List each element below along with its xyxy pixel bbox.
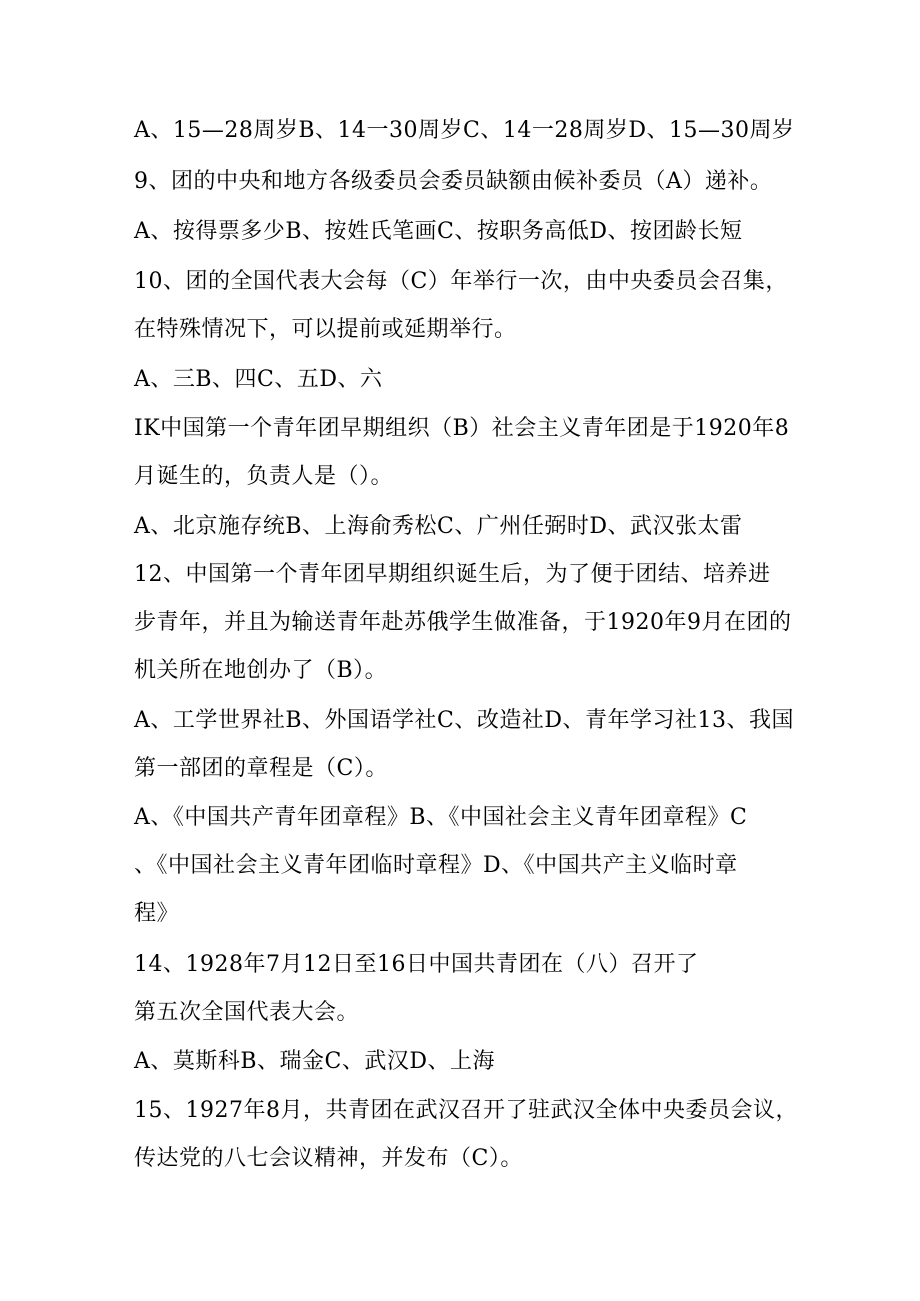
text-line: 机关所在地创办了（B）。 bbox=[134, 658, 388, 683]
text-line: 15、1927年8月，共青团在武汉召开了驻武汉全体中央委员会议， bbox=[134, 1098, 798, 1123]
text-line: 传达党的八七会议精神，并发布（C）。 bbox=[134, 1146, 523, 1171]
text-line: A、按得票多少B、按姓氏笔画C、按职务高低D、按团龄长短 bbox=[134, 219, 743, 244]
text-line: A、北京施存统B、上海俞秀松C、广州任弼时D、武汉张太雷 bbox=[134, 514, 743, 539]
text-line: A、15—28周岁B、14一30周岁C、14一28周岁D、15—30周岁 bbox=[134, 118, 795, 143]
text-line: 14、1928年7月12日至16日中国共青团在（八）召开了 bbox=[134, 952, 699, 977]
text-line: 、《中国社会主义青年团临时章程》D、《中国共产主义临时章 bbox=[134, 853, 738, 878]
text-line: IK中国第一个青年团早期组织（B）社会主义青年团是于1920年8 bbox=[134, 416, 790, 441]
text-line: A、莫斯科B、瑞金C、武汉D、上海 bbox=[134, 1049, 496, 1074]
text-line: A、《中国共产青年团章程》B、《中国社会主义青年团章程》C bbox=[134, 805, 748, 830]
text-line: 步青年，并且为输送青年赴苏俄学生做准备，于1920年9月在团的 bbox=[134, 610, 792, 635]
text-line: 9、团的中央和地方各级委员会委员缺额由候补委员（A）递补。 bbox=[134, 169, 773, 194]
text-line: 程》 bbox=[134, 901, 180, 926]
text-line: 第五次全国代表大会。 bbox=[134, 1000, 360, 1025]
text-line: 12、中国第一个青年团早期组织诞生后，为了便于团结、培养进 bbox=[134, 562, 771, 587]
text-line: 第一部团的章程是（C）。 bbox=[134, 756, 388, 781]
text-line: 在特殊情况下，可以提前或延期举行。 bbox=[134, 317, 517, 342]
text-line: A、三B、四C、五D、六 bbox=[134, 367, 383, 392]
text-line: 月诞生的，负责人是（）。 bbox=[134, 464, 394, 489]
text-line: A、工学世界社B、外国语学社C、改造社D、青年学习社13、我国 bbox=[134, 708, 795, 733]
text-line: 10、团的全国代表大会每（C）年举行一次，由中央委员会召集， bbox=[134, 269, 788, 294]
